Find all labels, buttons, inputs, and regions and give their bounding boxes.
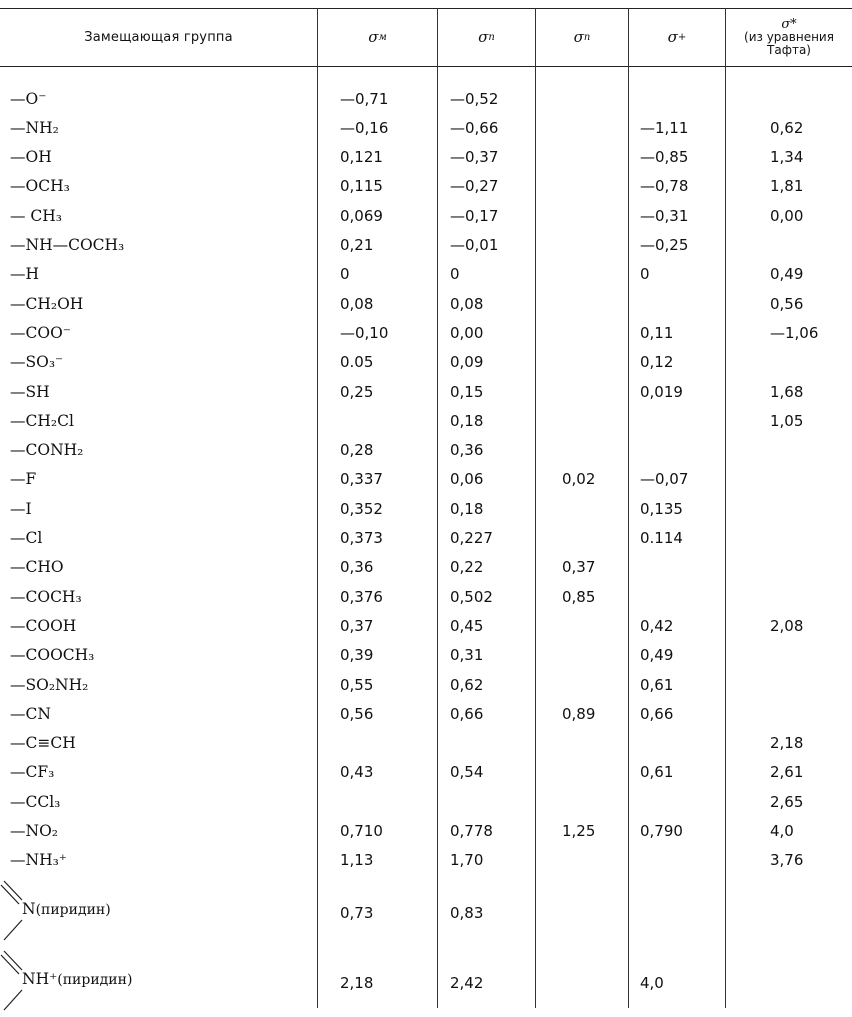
table-row xyxy=(0,377,852,406)
cell-sigma-para: —0,52 xyxy=(450,89,499,108)
cell-sigma-meta: 0,25 xyxy=(340,382,374,401)
table-row xyxy=(0,231,852,260)
cell-sigma-star xyxy=(770,84,840,113)
cell-substituent: —CCl₃ xyxy=(10,792,61,811)
cell-sigma-para-2 xyxy=(562,318,622,347)
cell-sigma-para-2 xyxy=(562,201,622,230)
table-row xyxy=(0,670,852,699)
header-group-label: Замещающая группа xyxy=(84,29,233,45)
table-row xyxy=(0,465,852,494)
cell-substituent: — CH₃ xyxy=(10,206,63,225)
cell-sigma-para: 0,54 xyxy=(450,763,484,782)
cell-sigma-meta: 0,55 xyxy=(340,675,374,694)
cell-substituent: —COO⁻ xyxy=(10,323,71,342)
table-row xyxy=(0,524,852,553)
cell-sigma-para: 1,70 xyxy=(450,851,484,870)
table-row xyxy=(0,84,852,113)
table-row xyxy=(0,260,852,289)
cell-sigma-para-2 xyxy=(562,231,622,260)
cell-sigma-meta: 0,376 xyxy=(340,587,383,606)
cell-substituent: —CN xyxy=(10,704,51,723)
cell-sigma-para-2 xyxy=(562,787,622,816)
cell-sigma-plus: 0,790 xyxy=(640,822,683,840)
cell-sigma-star: 2,65 xyxy=(770,792,804,811)
cell-sigma-plus xyxy=(640,436,730,465)
pyridinium-suffix: (пиридин) xyxy=(57,972,133,988)
cell-sigma-plus xyxy=(640,406,730,435)
cell-substituent: —OH xyxy=(10,148,52,167)
header-sigma-meta xyxy=(318,8,437,66)
cell-sigma-para: 0,08 xyxy=(450,294,484,313)
header-sigma-star-symbol: σ* xyxy=(781,16,797,32)
cell-sigma-star: 1,34 xyxy=(770,148,804,167)
cell-sigma-plus: 0,135 xyxy=(640,499,683,518)
cell-sigma-star: 0,49 xyxy=(770,265,804,284)
cell-sigma-para: 0,227 xyxy=(450,529,493,547)
cell-sigma-plus xyxy=(640,787,730,816)
cell-sigma-plus: 4,0 xyxy=(640,973,664,992)
header-sigma-plus-sup: + xyxy=(677,31,687,43)
cell-sigma-meta: 0,36 xyxy=(340,558,374,577)
cell-sigma-plus: 0,61 xyxy=(640,675,674,694)
cell-sigma-meta: 0,069 xyxy=(340,206,383,225)
cell-sigma-star xyxy=(770,436,840,465)
cell-sigma-star: 1,68 xyxy=(770,382,804,401)
cell-sigma-meta: 0.05 xyxy=(340,353,374,372)
header-sigma-para-2-base: σ xyxy=(573,28,584,46)
cell-sigma-para-2 xyxy=(562,406,622,435)
cell-sigma-para: 0,31 xyxy=(450,646,484,665)
cell-sigma-para: 0,18 xyxy=(450,499,484,518)
cell-sigma-meta: 0,43 xyxy=(340,763,374,782)
header-sigma-para-base: σ xyxy=(478,28,489,46)
cell-sigma-plus: —0,07 xyxy=(640,470,689,489)
header-taft-line-2: Тафта) xyxy=(767,42,811,57)
cell-sigma-star: 0,56 xyxy=(770,294,804,313)
table-row xyxy=(0,641,852,670)
cell-sigma-para-2 xyxy=(562,84,622,113)
header-sigma-meta-sub: м xyxy=(378,31,387,43)
header-taft-line-1: (из уравнения xyxy=(744,29,834,44)
cell-substituent: —SO₂NH₂ xyxy=(10,675,89,694)
cell-sigma-plus xyxy=(640,582,730,611)
cell-sigma-plus: —0,85 xyxy=(640,148,689,167)
cell-sigma-star: 2,61 xyxy=(770,763,804,782)
cell-sigma-plus xyxy=(640,84,730,113)
cell-sigma-meta: 0,21 xyxy=(340,236,374,254)
cell-substituent: —SO₃⁻ xyxy=(10,353,64,372)
cell-sigma-para xyxy=(450,787,540,816)
cell-sigma-meta: 0,37 xyxy=(340,616,374,635)
header-sigma-star xyxy=(726,8,852,66)
table-row xyxy=(0,201,852,230)
header-substituent-group xyxy=(0,8,317,66)
header-sigma-para-sub: п xyxy=(488,31,495,43)
cell-sigma-para-2 xyxy=(562,172,622,201)
cell-sigma-star: 3,76 xyxy=(770,851,804,870)
table-row xyxy=(0,172,852,201)
cell-sigma-meta: 0,337 xyxy=(340,470,383,489)
header-sigma-plus xyxy=(629,8,725,66)
cell-substituent: —OCH₃ xyxy=(10,177,70,196)
table-row xyxy=(0,143,852,172)
cell-sigma-plus xyxy=(640,729,730,758)
cell-sigma-para-2 xyxy=(562,113,622,142)
cell-sigma-meta: 2,18 xyxy=(340,973,374,992)
cell-sigma-para: 2,42 xyxy=(450,973,484,992)
table-row xyxy=(0,611,852,640)
cell-sigma-para-2: 0,85 xyxy=(562,587,596,606)
cell-substituent: —CONH₂ xyxy=(10,441,84,460)
cell-sigma-para-2 xyxy=(562,846,622,875)
cell-sigma-para: —0,27 xyxy=(450,177,499,196)
table-row xyxy=(0,582,852,611)
cell-sigma-star: 0,00 xyxy=(770,206,804,225)
cell-sigma-star xyxy=(770,641,840,670)
cell-sigma-meta xyxy=(340,787,440,816)
cell-sigma-para: 0,778 xyxy=(450,822,493,840)
cell-sigma-para-2 xyxy=(562,289,622,318)
cell-sigma-star xyxy=(770,231,840,260)
cell-sigma-meta: 0,352 xyxy=(340,499,383,518)
cell-sigma-para-2 xyxy=(562,524,622,553)
table-row xyxy=(0,553,852,582)
cell-sigma-meta: —0,71 xyxy=(340,89,389,108)
cell-sigma-plus xyxy=(640,846,730,875)
cell-sigma-para-2 xyxy=(562,494,622,523)
header-sigma-meta-base: σ xyxy=(368,28,379,46)
cell-sigma-meta: 0,115 xyxy=(340,177,383,196)
cell-sigma-para: 0,62 xyxy=(450,675,484,694)
cell-sigma-para-2: 1,25 xyxy=(562,822,596,840)
cell-sigma-star: 2,18 xyxy=(770,734,804,753)
cell-sigma-plus: 0.114 xyxy=(640,529,683,547)
cell-substituent: —NH₃⁺ xyxy=(10,851,67,870)
cell-sigma-star xyxy=(770,494,840,523)
cell-sigma-para: 0,502 xyxy=(450,587,493,606)
cell-sigma-plus: —1,11 xyxy=(640,118,689,137)
cell-sigma-star xyxy=(770,348,840,377)
cell-sigma-para: 0,18 xyxy=(450,411,484,430)
cell-sigma-para: 0,00 xyxy=(450,323,484,342)
table-row xyxy=(0,758,852,787)
cell-substituent: —COOCH₃ xyxy=(10,646,95,665)
cell-substituent: —CHO xyxy=(10,558,64,577)
cell-sigma-para: 0,45 xyxy=(450,616,484,635)
cell-substituent: —I xyxy=(10,499,32,518)
cell-sigma-meta: 0,28 xyxy=(340,441,374,460)
cell-sigma-para: 0,06 xyxy=(450,470,484,489)
cell-sigma-star: 1,05 xyxy=(770,411,804,430)
cell-sigma-meta: 0,08 xyxy=(340,294,374,313)
cell-sigma-star xyxy=(770,465,840,494)
table-row xyxy=(0,787,852,816)
cell-sigma-meta: 0,56 xyxy=(340,704,374,723)
header-sigma-para-2 xyxy=(536,8,628,66)
cell-substituent: —NH₂ xyxy=(10,118,59,137)
table-row xyxy=(0,289,852,318)
cell-sigma-meta: 0,121 xyxy=(340,148,383,167)
cell-sigma-para: —0,17 xyxy=(450,206,499,225)
cell-sigma-meta: —0,10 xyxy=(340,323,389,342)
cell-substituent: —COCH₃ xyxy=(10,587,82,606)
pyridine-suffix: (пиридин) xyxy=(35,902,111,918)
cell-sigma-para: 0,66 xyxy=(450,704,484,723)
cell-sigma-para-2: 0,37 xyxy=(562,558,596,577)
header-sigma-para-2-sub: п xyxy=(583,31,591,43)
cell-sigma-para: —0,66 xyxy=(450,118,499,137)
cell-sigma-meta: 0,73 xyxy=(340,903,374,922)
cell-substituent: —H xyxy=(10,265,40,284)
table-row xyxy=(0,729,852,758)
cell-sigma-star: 2,08 xyxy=(770,616,804,635)
cell-sigma-para: 0,36 xyxy=(450,441,484,460)
cell-sigma-para-2: 0,02 xyxy=(562,470,596,489)
cell-sigma-para: 0,09 xyxy=(450,353,484,372)
table-row xyxy=(0,817,852,846)
cell-sigma-star: 1,81 xyxy=(770,177,804,196)
cell-sigma-para: 0,22 xyxy=(450,558,484,577)
cell-sigma-meta: 0,710 xyxy=(340,822,383,840)
table-row xyxy=(0,406,852,435)
pyridinium-atom: NH⁺ xyxy=(22,970,58,988)
cell-sigma-plus: —0,31 xyxy=(640,206,689,225)
cell-sigma-plus: —0,78 xyxy=(640,177,689,196)
cell-sigma-para-2: 0,89 xyxy=(562,704,596,723)
cell-sigma-para: —0,01 xyxy=(450,236,499,254)
cell-sigma-meta xyxy=(340,729,440,758)
cell-sigma-para: 0,83 xyxy=(450,903,484,922)
cell-sigma-plus: 0,019 xyxy=(640,382,683,401)
cell-sigma-para-2 xyxy=(562,436,622,465)
cell-sigma-star xyxy=(770,582,840,611)
cell-sigma-para-2 xyxy=(562,729,622,758)
cell-sigma-star: —1,06 xyxy=(770,323,819,342)
cell-sigma-plus xyxy=(640,289,730,318)
table-row xyxy=(0,113,852,142)
cell-substituent: —SH xyxy=(10,382,50,401)
cell-sigma-plus xyxy=(640,553,730,582)
cell-substituent: —CH₂OH xyxy=(10,294,84,313)
pyridine-atom: N xyxy=(22,900,36,918)
table-row xyxy=(0,898,852,927)
cell-sigma-para-2 xyxy=(562,758,622,787)
cell-sigma-plus: 0,49 xyxy=(640,646,674,665)
cell-substituent: —C≡CH xyxy=(10,734,76,753)
cell-sigma-para-2 xyxy=(562,377,622,406)
cell-sigma-plus: 0,66 xyxy=(640,704,674,723)
cell-sigma-meta: 0,39 xyxy=(340,646,374,665)
cell-sigma-star xyxy=(770,670,840,699)
cell-sigma-plus: 0,61 xyxy=(640,763,674,782)
cell-sigma-star xyxy=(770,524,840,553)
cell-sigma-meta: 0,373 xyxy=(340,529,383,547)
table-row xyxy=(0,318,852,347)
cell-substituent: —Cl xyxy=(10,529,43,547)
cell-sigma-para-2 xyxy=(562,260,622,289)
table-row xyxy=(0,494,852,523)
cell-sigma-para-2 xyxy=(562,611,622,640)
cell-sigma-para-2 xyxy=(562,348,622,377)
cell-substituent: —F xyxy=(10,470,37,489)
cell-sigma-plus: —0,25 xyxy=(640,236,689,254)
cell-sigma-meta: —0,16 xyxy=(340,118,389,137)
cell-sigma-meta xyxy=(340,406,440,435)
table-row xyxy=(0,348,852,377)
cell-sigma-para: 0,15 xyxy=(450,382,484,401)
table-row xyxy=(0,699,852,728)
table-row xyxy=(0,846,852,875)
cell-substituent: —CH₂Cl xyxy=(10,411,74,430)
cell-sigma-meta: 0 xyxy=(340,265,350,284)
cell-sigma-plus: 0,12 xyxy=(640,353,674,372)
header-sigma-plus-base: σ xyxy=(667,28,678,46)
cell-sigma-para-2 xyxy=(562,670,622,699)
cell-sigma-plus: 0,11 xyxy=(640,323,674,342)
header-sigma-para xyxy=(438,8,535,66)
cell-sigma-para xyxy=(450,729,540,758)
cell-sigma-star: 0,62 xyxy=(770,118,804,137)
cell-sigma-para: 0 xyxy=(450,265,460,284)
cell-sigma-star xyxy=(770,699,840,728)
cell-sigma-para-2 xyxy=(562,143,622,172)
cell-substituent: —O⁻ xyxy=(10,89,47,108)
cell-sigma-plus: 0,42 xyxy=(640,616,674,635)
cell-sigma-star: 4,0 xyxy=(770,822,794,840)
cell-substituent: —NH—COCH₃ xyxy=(10,236,125,254)
cell-sigma-para: —0,37 xyxy=(450,148,499,167)
cell-sigma-plus: 0 xyxy=(640,265,650,284)
table-row xyxy=(0,968,852,997)
cell-sigma-meta: 1,13 xyxy=(340,851,374,870)
cell-substituent: —NO₂ xyxy=(10,822,58,840)
cell-substituent: —COOH xyxy=(10,616,77,635)
cell-sigma-star xyxy=(770,553,840,582)
table-row xyxy=(0,436,852,465)
cell-substituent: —CF₃ xyxy=(10,763,55,782)
cell-sigma-para-2 xyxy=(562,641,622,670)
